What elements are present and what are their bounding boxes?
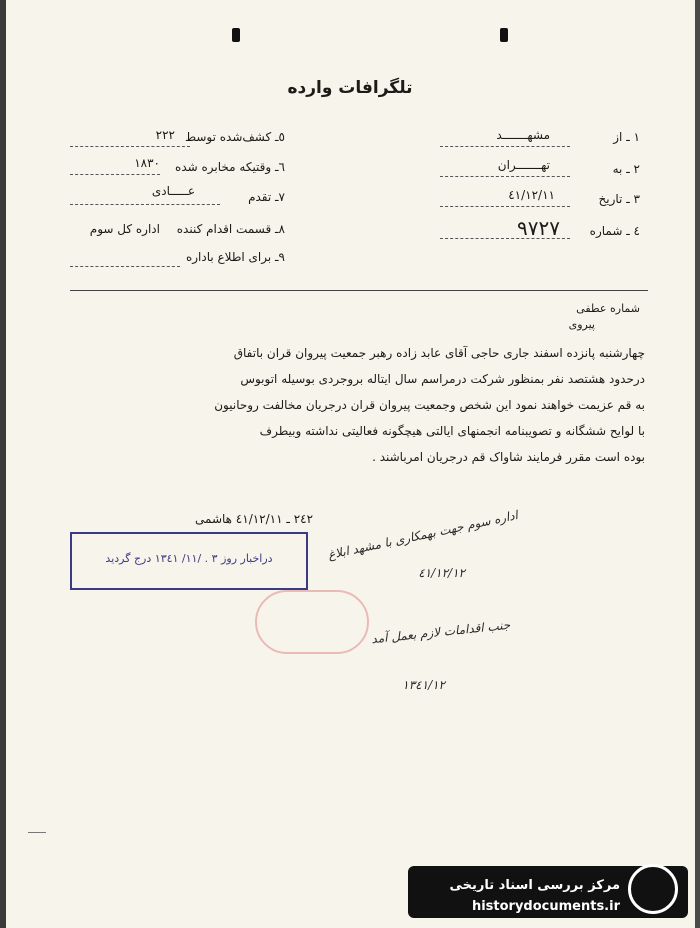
handwritten-date-1: ٤١/١٢/١٢ [418,566,465,580]
field-date-value: ٤١/١٢/١١ [508,188,555,202]
field-date-line [440,206,570,207]
punch-hole-right [500,28,508,42]
body-line: چهارشنبه پانزده اسفند جاری حاجی آقای عابد زاده رهبر جمعیت پیروان قران باتفاق [233,346,645,360]
field-decoded-by-value: ٢٢٢ [155,128,175,142]
margin-mark [28,832,46,833]
field-sent-time-value: ١٨٣٠ [134,156,160,170]
signature-line: ٢٤٢ ـ ٤١/١٢/١١ هاشمی [195,512,314,526]
telegram-body [65,340,645,470]
field-priority-line [70,204,220,205]
body-line: بوده است مقرر فرمایند شاواک قم درجریان امرباشند . [372,450,645,464]
archive-website: historydocuments.ir [471,899,620,914]
handwritten-date-2: ١٣٤١/١٢ [402,678,445,692]
body-line: با لوایح ششگانه و تصویبنامه انجمنهای ایالتی هیچگونه فعالیتی نداشته وبیطرف [259,424,645,438]
field-info-label: ٩ـ برای اطلاع باداره [185,250,285,264]
field-decoded-by-label: ٥ـ کشف‌شده توسط [184,130,285,144]
field-sent-time-label: ٦ـ وقتیکه مخابره شده [175,160,285,174]
field-department-label: ٨ـ قسمت اقدام کننده [176,222,285,236]
field-to-value: تهـــــــران [497,158,550,172]
field-decoded-by-line [70,146,190,147]
field-department-value: اداره کل سوم [89,222,160,236]
document-title: تلگرافات وارده [287,78,413,98]
field-priority-label: ٧ـ تقدم [248,190,285,204]
red-seal-mark [255,590,369,654]
punch-hole-left [232,28,240,42]
newspaper-stamp-text: دراخبار روز ٣ . /١١/ ١٣٤١ درج گردید [105,552,273,565]
scan-edge-left [0,0,6,928]
field-to-line [440,176,570,177]
field-sent-time-line [70,174,160,175]
archive-logo-icon [628,864,678,914]
body-line: به قم عزیمت خواهند نمود این شخص وجمعیت پیروان قران درجریان مخالفت روحانیون [214,398,645,412]
field-number-value: ٩٧٢٧ [517,216,560,240]
field-from-label: ١ ـ از [613,130,640,144]
field-from-value: مشهـــــــد [496,128,550,142]
header-divider [70,290,648,291]
field-number-label: ٤ ـ شماره [589,224,640,238]
field-info-line [70,266,180,267]
archive-name: مرکز بررسی اسناد تاریخی [449,878,620,893]
field-date-label: ٣ ـ تاریخ [598,192,640,206]
handwritten-note-2: جنب اقدامات لازم بعمل آمد [370,617,511,647]
handwritten-note-1: اداره سوم جهت بهمکاری با مشهد ابلاغ [327,508,520,562]
reference-number-label: شماره عطفی [576,302,640,315]
field-number-line [440,238,570,239]
follow-up-label: پیروی [568,318,595,331]
field-to-label: ٢ ـ به [612,162,640,176]
field-from-line [440,146,570,147]
body-line: درحدود هشتصد نفر بمنظور شرکت درمراسم سال ایتاله بروجردی بوسیله اتوبوس [240,372,645,386]
field-priority-value: عـــــادی [151,184,195,198]
scan-edge-right [695,0,700,928]
